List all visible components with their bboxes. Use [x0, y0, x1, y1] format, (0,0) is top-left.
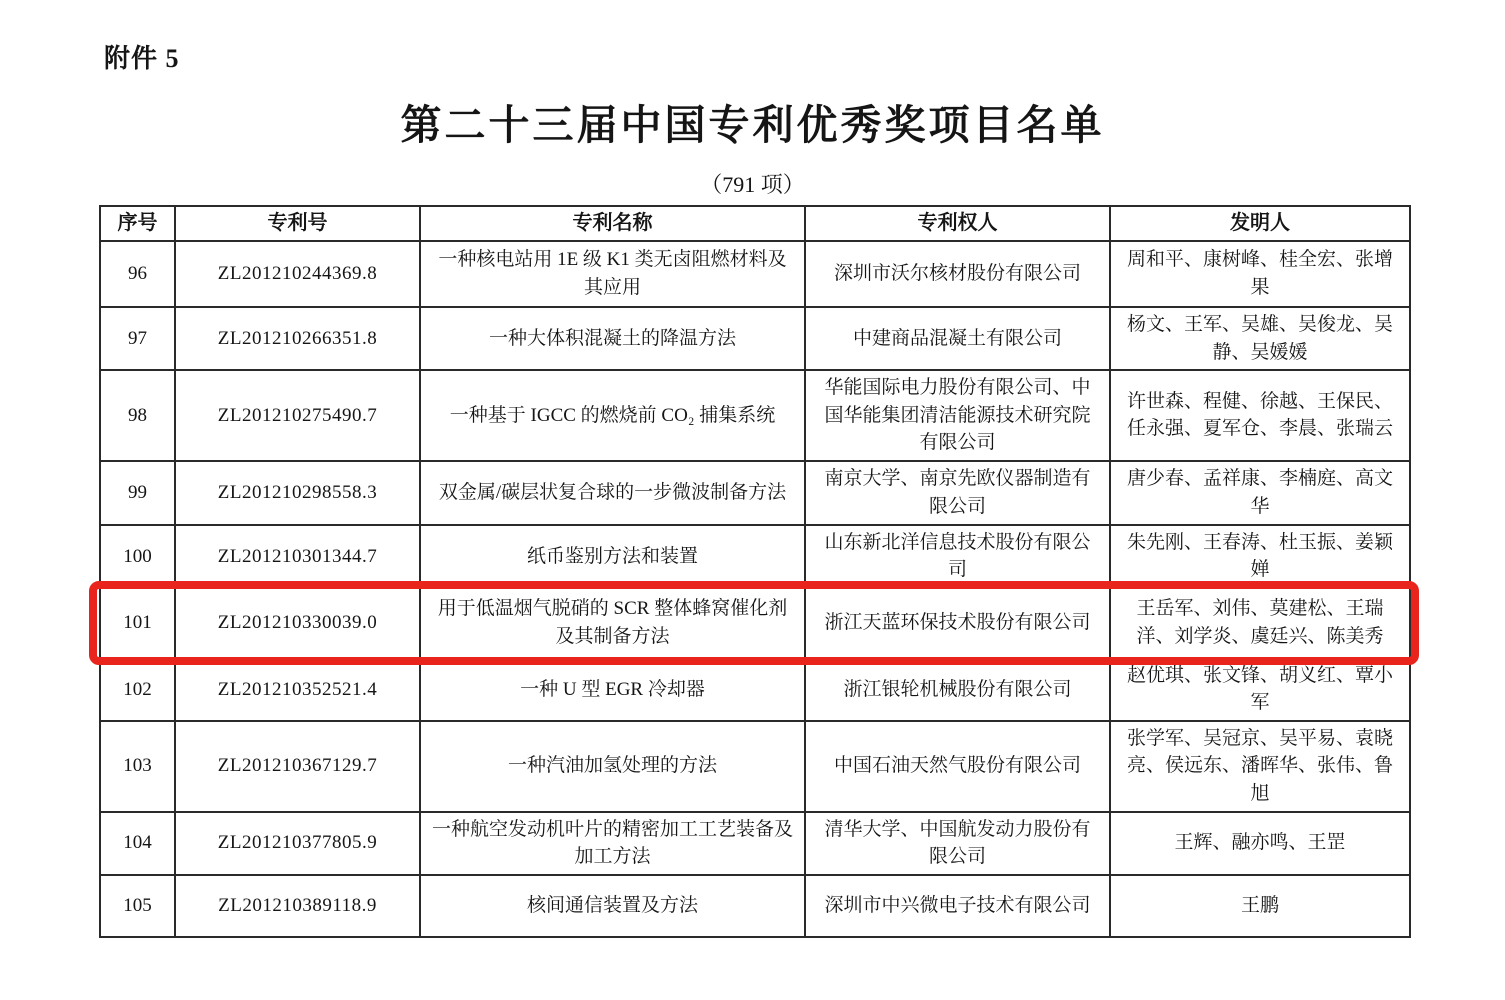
patent-table-wrapper [99, 205, 1409, 938]
cell-patent-name: 一种核电站用 1E 级 K1 类无卤阻燃材料及其应用 [420, 241, 805, 307]
cell-no: 96 [100, 241, 175, 307]
cell-patent-name: 一种汽油加氢处理的方法 [420, 721, 805, 812]
page-title: 第二十三届中国专利优秀奖项目名单 [400, 102, 1105, 148]
cell-patent-name: 一种航空发动机叶片的精密加工工艺装备及加工方法 [420, 812, 805, 875]
table-row-101-highlighted [100, 588, 1410, 658]
table-row-96 [100, 241, 1410, 307]
cell-patentee: 华能国际电力股份有限公司、中国华能集团清洁能源技术研究院有限公司 [805, 370, 1110, 461]
cell-no: 104 [100, 812, 175, 875]
cell-patent-no: ZL201210389118.9 [175, 875, 420, 937]
cell-patentee: 深圳市中兴微电子技术有限公司 [805, 875, 1110, 937]
cell-patentee: 南京大学、南京先欧仪器制造有限公司 [805, 461, 1110, 525]
cell-inventors: 赵优琪、张文锋、胡义红、覃小军 [1110, 658, 1410, 721]
cell-no: 105 [100, 875, 175, 937]
column-header-no: 序号 [100, 206, 175, 241]
column-header-patentee: 专利权人 [805, 206, 1110, 241]
table-row-104 [100, 812, 1410, 875]
cell-patent-no: ZL201210244369.8 [175, 241, 420, 307]
cell-patent-no: ZL201210266351.8 [175, 307, 420, 370]
cell-no: 102 [100, 658, 175, 721]
patent-table [99, 205, 1411, 938]
cell-patent-name: 双金属/碳层状复合球的一步微波制备方法 [420, 461, 805, 525]
table-row-103 [100, 721, 1410, 812]
cell-patent-name: 核间通信装置及方法 [420, 875, 805, 937]
cell-patent-no: ZL201210275490.7 [175, 370, 420, 461]
table-row-98 [100, 370, 1410, 461]
cell-patentee: 山东新北洋信息技术股份有限公司 [805, 525, 1110, 588]
cell-no: 97 [100, 307, 175, 370]
cell-patent-name: 一种 U 型 EGR 冷却器 [420, 658, 805, 721]
cell-inventors: 朱先刚、王春涛、杜玉振、姜颖婵 [1110, 525, 1410, 588]
cell-inventors: 杨文、王军、吴雄、吴俊龙、吴静、吴媛媛 [1110, 307, 1410, 370]
cell-inventors: 王辉、融亦鸣、王罡 [1110, 812, 1410, 875]
cell-no: 98 [100, 370, 175, 461]
page-subtitle: （791 项） [700, 172, 805, 197]
table-row-100 [100, 525, 1410, 588]
cell-patentee: 中国石油天然气股份有限公司 [805, 721, 1110, 812]
attachment-label: 附件 5 [104, 44, 180, 73]
cell-patent-no: ZL201210352521.4 [175, 658, 420, 721]
cell-patent-no: ZL201210377805.9 [175, 812, 420, 875]
cell-patentee: 中建商品混凝土有限公司 [805, 307, 1110, 370]
cell-patentee: 浙江银轮机械股份有限公司 [805, 658, 1110, 721]
cell-patent-no: ZL201210330039.0 [175, 588, 420, 658]
cell-inventors: 唐少春、孟祥康、李楠庭、高文华 [1110, 461, 1410, 525]
cell-patent-no: ZL201210301344.7 [175, 525, 420, 588]
cell-no: 100 [100, 525, 175, 588]
table-row-102 [100, 658, 1410, 721]
cell-patent-no: ZL201210298558.3 [175, 461, 420, 525]
cell-inventors: 王鹏 [1110, 875, 1410, 937]
cell-no: 103 [100, 721, 175, 812]
cell-patent-name: 用于低温烟气脱硝的 SCR 整体蜂窝催化剂及其制备方法 [420, 588, 805, 658]
cell-patent-no: ZL201210367129.7 [175, 721, 420, 812]
cell-inventors: 周和平、康树峰、桂全宏、张增果 [1110, 241, 1410, 307]
cell-patent-name: 一种基于 IGCC 的燃烧前 CO₂ 捕集系统 [420, 370, 805, 461]
cell-patent-name: 一种大体积混凝土的降温方法 [420, 307, 805, 370]
cell-patentee: 深圳市沃尔核材股份有限公司 [805, 241, 1110, 307]
table-row-105 [100, 875, 1410, 937]
column-header-inventors: 发明人 [1110, 206, 1410, 241]
cell-patentee: 浙江天蓝环保技术股份有限公司 [805, 588, 1110, 658]
cell-inventors: 王岳军、刘伟、莫建松、王瑞洋、刘学炎、虞廷兴、陈美秀 [1110, 588, 1410, 658]
cell-inventors: 张学军、吴冠京、吴平易、袁晓亮、侯远东、潘晖华、张伟、鲁旭 [1110, 721, 1410, 812]
table-row-97 [100, 307, 1410, 370]
column-header-patent-no: 专利号 [175, 206, 420, 241]
column-header-patent-name: 专利名称 [420, 206, 805, 241]
cell-patent-name: 纸币鉴别方法和装置 [420, 525, 805, 588]
table-row-99 [100, 461, 1410, 525]
table-header-row [100, 206, 1410, 241]
cell-no: 101 [100, 588, 175, 658]
cell-no: 99 [100, 461, 175, 525]
cell-patentee: 清华大学、中国航发动力股份有限公司 [805, 812, 1110, 875]
cell-inventors: 许世森、程健、徐越、王保民、任永强、夏军仓、李晨、张瑞云 [1110, 370, 1410, 461]
